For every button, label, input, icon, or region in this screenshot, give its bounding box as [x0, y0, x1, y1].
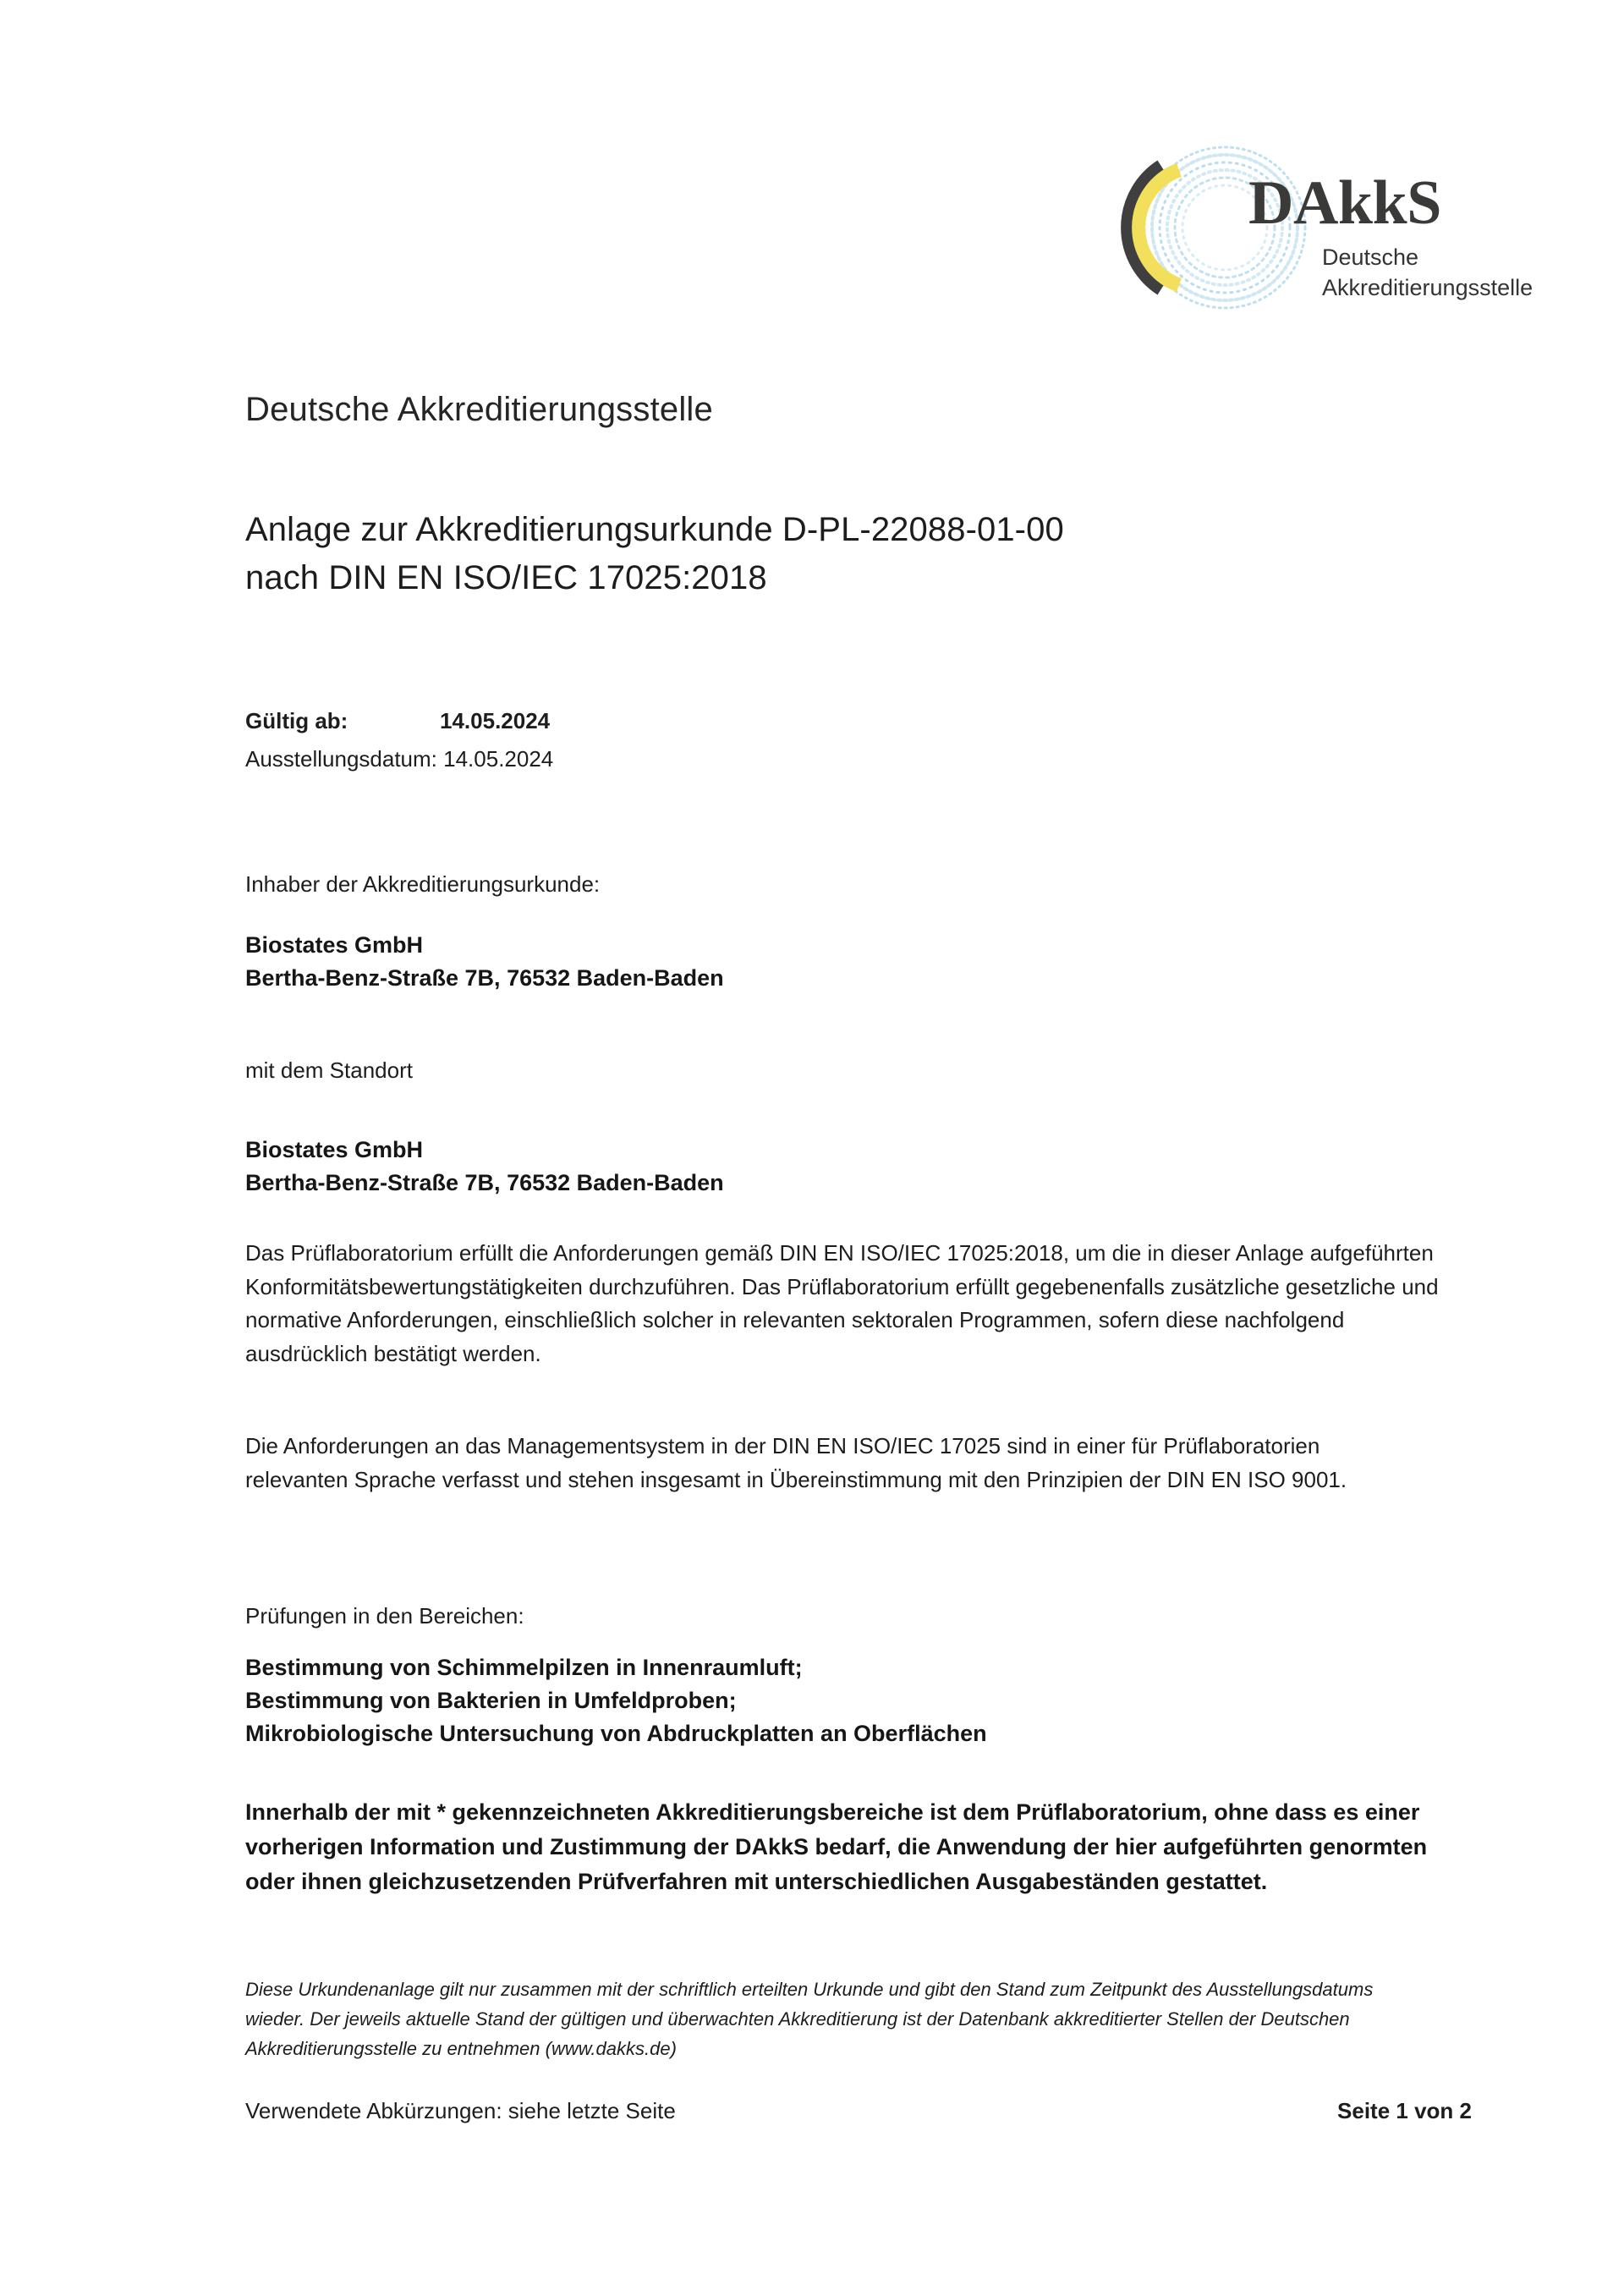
holder-address: Bertha-Benz-Straße 7B, 76532 Baden-Baden: [245, 965, 724, 991]
scope-item: Mikrobiologische Untersuchung von Abdruckplatten an Oberflächen: [245, 1720, 987, 1746]
dakks-logo-subtitle-line2: Akkreditierungsstelle: [1322, 274, 1533, 300]
abbreviations-note: Verwendete Abkürzungen: siehe letzte Seite: [245, 2098, 676, 2123]
site-name: Biostates GmbH: [245, 1137, 424, 1162]
site-intro-label: mit dem Standort: [245, 1057, 413, 1083]
issue-date-label: Ausstellungsdatum:: [245, 745, 437, 772]
holder-intro-label: Inhaber der Akkreditierungsurkunde:: [245, 871, 601, 897]
body-paragraph-2: Die Anforderungen an das Managementsystem in der DIN EN ISO/IEC 17025 sind in einer für Prüflaboratorien relevanten Sprache verfasst und stehen insgesamt in Übereinstimmung mit den Prinzipien der DIN EN ISO 9001.: [245, 1433, 1347, 1492]
holder-address-block: [245, 929, 724, 996]
page-footer: [245, 2098, 1472, 2124]
valid-from-row: [245, 702, 553, 740]
site-address: Bertha-Benz-Straße 7B, 76532 Baden-Baden: [245, 1170, 724, 1196]
dakks-logo-subtitle-line1: Deutsche: [1322, 244, 1419, 270]
issue-date-value: 14.05.2024: [443, 745, 554, 772]
scope-item: Bestimmung von Bakterien in Umfeldproben;: [245, 1687, 737, 1713]
page-title: [245, 506, 1064, 602]
page-title-line1: Anlage zur Akkreditierungsurkunde D-PL-22088-01-00: [245, 511, 1064, 548]
page-number: Seite 1 von 2: [1337, 2098, 1472, 2123]
page-title-line2: nach DIN EN ISO/IEC 17025:2018: [245, 558, 767, 596]
legal-fineprint: Diese Urkundenanlage gilt nur zusammen mit der schriftlich erteilten Urkunde und gibt den Stand zum Zeitpunkt des Ausstellungsdatums wieder. Der jeweils aktuelle Stand der gültigen und überwachten Akkreditierung ist der Datenbank akkreditierter Stellen der Deutschen Akkreditierungsstelle zu entnehmen (www.dakks.de): [245, 1979, 1374, 2059]
site-address-block: [245, 1134, 724, 1200]
body-paragraph-1: Das Prüflaboratorium erfüllt die Anforderungen gemäß DIN EN ISO/IEC 17025:2018, um die in dieser Anlage aufgeführten Konformitätsbewertungstätigkeiten durchzuführen. Das Prüflaboratorium erfüllt gegebenenfalls zusätzliche gesetzliche und normative Anforderungen, einschließlich solcher in relevanten sektoralen Programmen, sofern diese nachfolgend ausdrücklich bestätigt werden.: [245, 1240, 1439, 1366]
dakks-logo: [1116, 140, 1556, 321]
issuing-organisation: Deutsche Akkreditierungsstelle: [245, 391, 713, 428]
dakks-wordmark: DAkkS: [1248, 168, 1441, 238]
holder-name: Biostates GmbH: [245, 932, 424, 958]
scope-list: [245, 1651, 987, 1750]
asterisk-note: Innerhalb der mit * gekennzeichneten Akkreditierungsbereiche ist dem Prüflaboratorium, ohne dass es einer vorherigen Information und Zustimmung der DAkkS bedarf, die Anwendung der hier aufgeführten genormten oder ihnen gleichzusetzenden Prüfverfahren mit unterschiedlichen Ausgabeständen gestattet.: [245, 1799, 1428, 1895]
scope-intro-label: Prüfungen in den Bereichen:: [245, 1603, 524, 1629]
issue-date-row: [245, 740, 553, 778]
dakks-logo-subtitle: [1322, 243, 1533, 303]
valid-from-value: 14.05.2024: [440, 708, 551, 733]
date-block: [245, 702, 553, 777]
scope-item: Bestimmung von Schimmelpilzen in Innenraumluft;: [245, 1655, 803, 1680]
valid-from-label: Gültig ab:: [245, 708, 348, 733]
